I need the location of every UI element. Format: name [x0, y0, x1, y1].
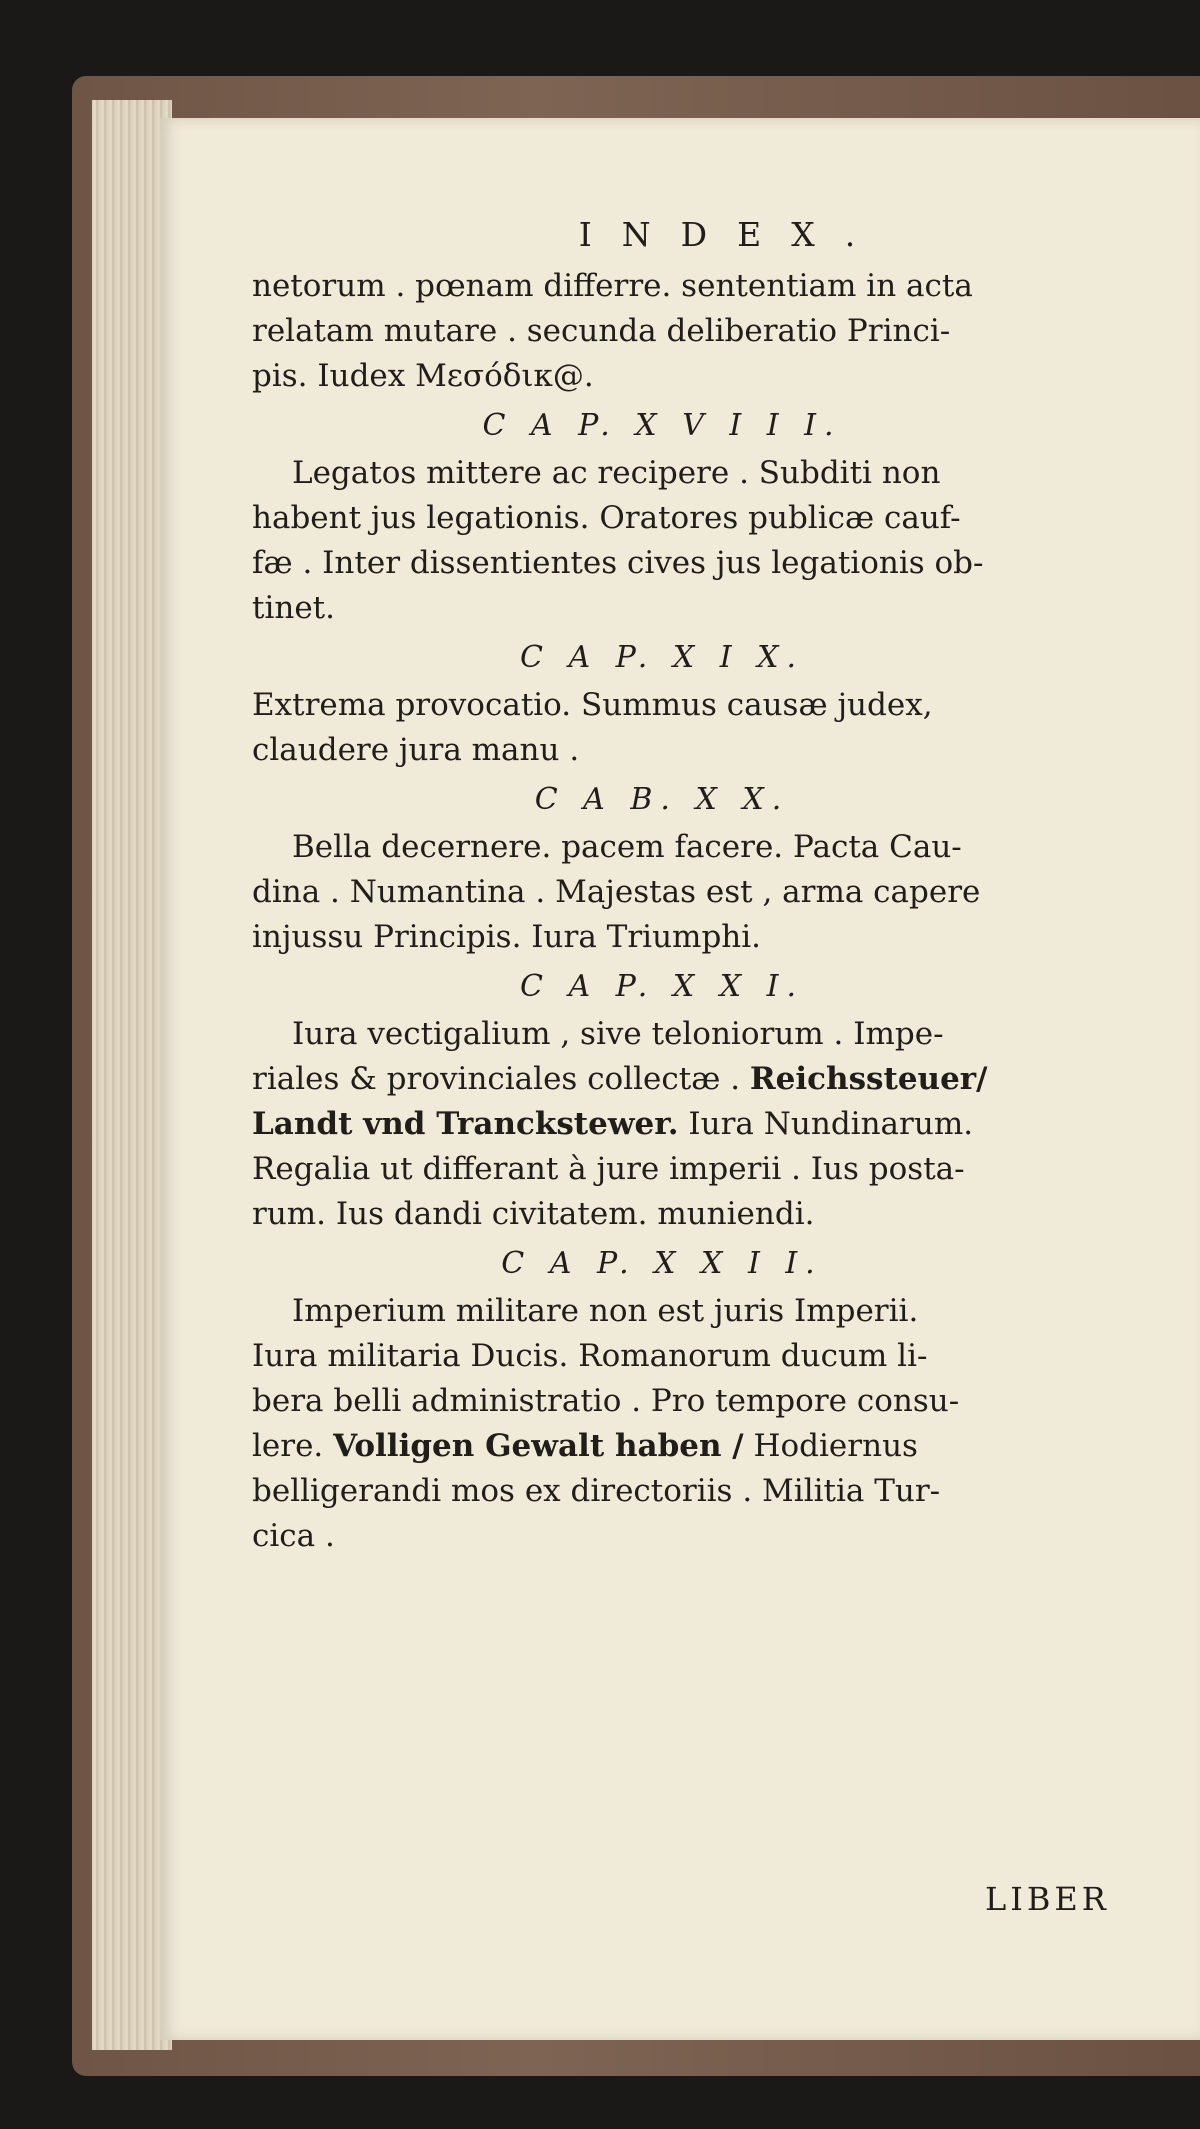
fraktur-text: Volligen Gewalt haben /	[333, 1428, 744, 1464]
text-line: Iura vectigalium , sive teloniorum . Impe-	[292, 1016, 944, 1052]
chapter-heading: C A P. X I X.	[519, 640, 805, 675]
chapter-heading: C A P. X V I I I.	[482, 408, 842, 443]
text-segment: Hodiernus	[743, 1428, 918, 1464]
text-line	[252, 1102, 1122, 1147]
text-line: relatam mutare . secunda deliberatio Princi-	[252, 313, 951, 349]
chapter-heading: C A P. X X I I.	[501, 1246, 823, 1281]
chapter-heading: C A P. X X I.	[519, 969, 805, 1004]
text-line: claudere jura manu .	[252, 732, 580, 768]
text-line: cica .	[252, 1518, 335, 1554]
text-line: habent jus legationis. Oratores publicæ cauf-	[252, 500, 961, 536]
text-line: dina . Numantina . Majestas est , arma capere	[252, 874, 981, 910]
text-line: bera belli administratio . Pro tempore consu-	[252, 1383, 960, 1419]
text-line: pis. Iudex Μεσόδικ@.	[252, 358, 594, 394]
text-line: Imperium militare non est juris Imperii.	[292, 1293, 919, 1329]
text-line: Bella decernere. pacem facere. Pacta Cau-	[292, 829, 962, 865]
running-head: INDEX.	[578, 215, 886, 254]
text-line: fæ . Inter dissentientes cives jus legationis ob-	[252, 545, 984, 581]
fraktur-text: Reichssteuer/	[749, 1061, 988, 1097]
text-line: Extrema provocatio. Summus causæ judex,	[252, 687, 933, 723]
chapter-heading: C A B. X X.	[534, 782, 790, 817]
text-line	[252, 1057, 1122, 1102]
text-line: belligerandi mos ex directoriis . Militia Tur-	[252, 1473, 941, 1509]
text-segment: riales & provinciales collectæ .	[252, 1061, 750, 1097]
catchword: LIBER	[985, 1880, 1110, 1918]
text-line: tinet.	[252, 590, 335, 626]
text-line: Regalia ut differant à jure imperii . Ius posta-	[252, 1151, 965, 1187]
text-segment: lere.	[252, 1428, 334, 1464]
text-line: Legatos mittere ac recipere . Subditi non	[292, 455, 941, 491]
text-line	[252, 1424, 1122, 1469]
index-text	[252, 215, 1122, 1559]
text-line: netorum . pœnam differre. sententiam in acta	[252, 268, 973, 304]
text-line: injussu Principis. Iura Triumphi.	[252, 919, 762, 955]
fraktur-text: Landt vnd Tranckstewer.	[252, 1106, 679, 1142]
text-segment: Iura Nundinarum.	[678, 1106, 974, 1142]
text-line: rum. Ius dandi civitatem. muniendi.	[252, 1196, 815, 1232]
text-line: Iura militaria Ducis. Romanorum ducum li-	[252, 1338, 928, 1374]
